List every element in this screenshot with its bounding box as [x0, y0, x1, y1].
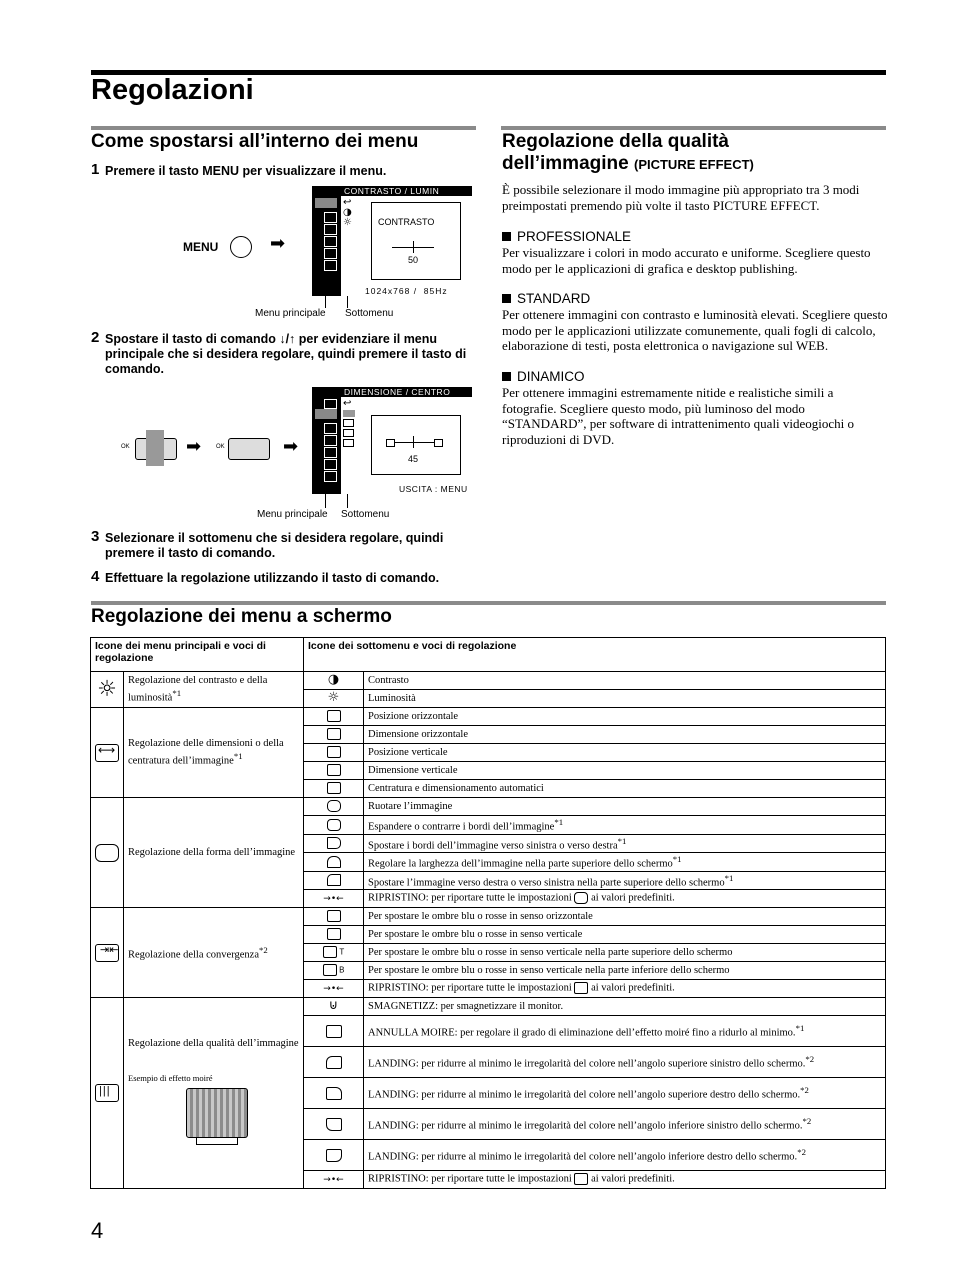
intro-text: È possibile selezionare il modo immagine più appropriato tra 3 modi preimpostati premendo più volte il tasto PICTURE EFFECT. — [502, 182, 860, 213]
step-3 — [91, 528, 476, 561]
label-submenu: Sottomenu — [345, 308, 394, 319]
table-row — [91, 998, 886, 1016]
v-size-icon — [304, 762, 364, 780]
mode-name: STANDARD — [517, 291, 591, 306]
landing-br-icon — [304, 1140, 364, 1171]
osd-header: CONTRASTO / LUMIN — [344, 186, 440, 196]
table-section-title: Regolazione dei menu a schermo — [91, 606, 392, 627]
key-balance-icon — [304, 871, 364, 890]
menu-button-icon — [230, 236, 252, 258]
osd-header: DIMENSIONE / CENTRO — [344, 387, 451, 397]
mode-text: Per ottenere immagini con contrasto e luminosità elevati. Scegliere questo modo per le applicazioni utilizzate comunemente, quali fogli di calcolo, elaborazione di testi, posta elettronica o navigazione sul WEB. — [502, 307, 888, 353]
osd-footer: USCITA : MENU — [399, 484, 468, 494]
right-section-rule — [501, 126, 886, 130]
label-submenu: Sottomenu — [341, 509, 390, 520]
geometry-icon — [91, 798, 124, 908]
landing-tl-icon — [304, 1047, 364, 1078]
pin-balance-icon — [304, 834, 364, 853]
main-label: Regolazione della convergenza$^{*2}$ — [124, 908, 304, 998]
keystone-icon — [304, 853, 364, 872]
osd-main-menu-column — [312, 196, 341, 296]
step-number: 1 — [91, 161, 100, 178]
main-label: Regolazione della forma dell’immagine — [124, 798, 304, 908]
mode-standard — [502, 291, 590, 306]
osd-adjust-box — [371, 202, 461, 280]
ok-label-2: OK — [216, 444, 225, 450]
mode-professionale — [502, 229, 631, 244]
page-number: 4 — [91, 1218, 104, 1243]
item-text: Per spostare le ombre blu o rosse in senso verticale — [364, 926, 886, 944]
v-position-icon — [304, 744, 364, 762]
right-section-title — [502, 131, 754, 176]
mode-dinamico — [502, 369, 585, 384]
bullet-square-icon — [502, 294, 511, 303]
label-main-menu: Menu principale — [255, 308, 326, 319]
sun-icon: ☼ — [91, 672, 124, 708]
step-text: Premere il tasto MENU per visualizzare il menu. — [105, 164, 387, 178]
screen-icon: ||| — [91, 998, 124, 1189]
item-text: Centratura e dimensionamento automatici — [364, 780, 886, 798]
table-row — [91, 672, 886, 690]
item-text: Dimensione verticale — [364, 762, 886, 780]
auto-size-icon — [304, 780, 364, 798]
menu-button-label: MENU — [183, 240, 219, 254]
item-text: RIPRISTINO: per riportare tutte le impostazioni ai valori predefiniti. — [364, 1171, 886, 1189]
size-center-icon: ⟷ — [91, 708, 124, 798]
v-convergence-icon — [304, 926, 364, 944]
pincushion-icon — [304, 816, 364, 835]
table-row — [91, 908, 886, 926]
rotation-icon — [304, 798, 364, 816]
header-right: Icone dei sottomenu e voci di regolazione — [304, 638, 886, 672]
reset-icon: →•← — [304, 890, 364, 908]
osd-adjust-box — [371, 415, 461, 475]
label-main-menu: Menu principale — [257, 509, 328, 520]
geometry-icon — [574, 892, 588, 904]
reset-icon: →•← — [304, 980, 364, 998]
table-row — [91, 798, 886, 816]
osd-adjust-title: CONTRASTO — [378, 217, 435, 227]
top-convergence-icon: T — [304, 944, 364, 962]
mode-text: Per visualizzare i colori in modo accurato e uniforme. Scegliere questo modo per le applicazioni di grafica e desktop publishing. — [502, 245, 871, 276]
item-text: RIPRISTINO: per riportare tutte le impostazioni ai valori predefiniti. — [364, 890, 886, 908]
osd-submenu-column: ↩ ◑ ☼ — [343, 197, 352, 228]
item-text: Luminosità — [364, 690, 886, 708]
osd-main-menu-column — [312, 397, 341, 494]
osd-panel — [341, 196, 472, 296]
landing-bl-icon — [304, 1109, 364, 1140]
item-text: Per spostare le ombre blu o rosse in senso verticale nella parte inferiore dello schermo — [364, 962, 886, 980]
item-text: LANDING: per ridurre al minimo le irregolarità del colore nell’angolo superiore sinistro dello schermo.$^{*2}$ — [364, 1047, 886, 1078]
left-section-title: Come spostarsi all’interno dei menu — [91, 131, 419, 152]
arrow-right-icon: ➡ — [270, 233, 286, 254]
convergence-icon — [574, 982, 588, 994]
mode-name: DINAMICO — [517, 369, 585, 384]
reset-icon: →•← — [304, 1171, 364, 1189]
table-row — [91, 708, 886, 726]
left-section-rule — [91, 126, 476, 130]
right-title-line2: dell’immagine — [502, 153, 629, 174]
h-convergence-icon — [304, 908, 364, 926]
contrast-icon: ◑ — [304, 672, 364, 690]
main-label: Regolazione della qualità dell’immagine Esempio di effetto moiré — [124, 998, 304, 1189]
item-text: RIPRISTINO: per riportare tutte le impostazioni ai valori predefiniti. — [364, 980, 886, 998]
osd-size-window — [312, 387, 472, 494]
landing-tr-icon — [304, 1078, 364, 1109]
step-text: Spostare il tasto di comando ↓/↑ per evidenziare il menu principale che si desidera regolare, quindi premere il tasto di comando. — [105, 332, 467, 376]
item-text: LANDING: per ridurre al minimo le irregolarità del colore nell’angolo inferiore destro dello schermo.$^{*2}$ — [364, 1140, 886, 1171]
item-text: Spostare l’immagine verso destra o verso sinistra nella parte superiore dello schermo$^{*1}$ — [364, 871, 886, 890]
screen-icon — [574, 1173, 588, 1185]
item-text: Regolare la larghezza dell’immagine nella parte superiore dello schermo$^{*1}$ — [364, 853, 886, 872]
osd-menu-table — [90, 637, 886, 1189]
item-text: Posizione verticale — [364, 744, 886, 762]
item-text: Espandere o contrarre i bordi dell’immagine$^{*1}$ — [364, 816, 886, 835]
step-4 — [91, 568, 481, 586]
h-position-icon — [304, 708, 364, 726]
step-text: Effettuare la regolazione utilizzando il tasto di comando. — [105, 571, 440, 585]
item-text: Spostare i bordi dell’immagine verso sinistra o verso destra$^{*1}$ — [364, 834, 886, 853]
item-text: ANNULLA MOIRE: per regolare il grado di eliminazione dell’effetto moiré fino a ridurlo al minimo.$^{*1}$ — [364, 1016, 886, 1047]
step-number: 2 — [91, 329, 100, 346]
moire-icon — [304, 1016, 364, 1047]
osd-adjust-value: 50 — [408, 255, 419, 265]
main-label: Regolazione del contrasto e della luminosità$^{*1}$ — [124, 672, 304, 708]
item-text: Per spostare le ombre blu o rosse in senso orizzontale — [364, 908, 886, 926]
item-text: Contrasto — [364, 672, 886, 690]
moire-example-image — [186, 1088, 248, 1138]
item-text: Posizione orizzontale — [364, 708, 886, 726]
degauss-icon: ⊍ — [304, 998, 364, 1016]
step-2 — [91, 329, 476, 377]
mode-text: Per ottenere immagini estremamente nitide e realistiche simili a fotografie. Scegliere questo modo, più luminoso del modo “STANDARD”, per software di intrattenimento quali videogiochi o riproduzioni di DVD. — [502, 385, 855, 447]
bottom-convergence-icon: B — [304, 962, 364, 980]
item-text: SMAGNETIZZ: per smagnetizzare il monitor. — [364, 998, 886, 1016]
convergence-icon: ⇥⇤ — [91, 908, 124, 998]
mode-name: PROFESSIONALE — [517, 229, 632, 244]
item-text: LANDING: per ridurre al minimo le irregolarità del colore nell’angolo inferiore sinistro dello schermo.$^{*2}$ — [364, 1109, 886, 1140]
moire-caption: Esempio di effetto moiré — [128, 1073, 213, 1083]
osd-adjust-value: 45 — [408, 454, 419, 464]
item-text: LANDING: per ridurre al minimo le irregolarità del colore nell’angolo superiore destro dello schermo.$^{*2}$ — [364, 1078, 886, 1109]
arrow-right-icon: ➡ — [186, 436, 202, 457]
bullet-square-icon — [502, 372, 511, 381]
main-label: Regolazione delle dimensioni o della centratura dell’immagine$^{*1}$ — [124, 708, 304, 798]
right-title-suffix: (PICTURE EFFECT) — [633, 157, 754, 172]
brightness-icon: ☼ — [304, 690, 364, 708]
control-arrows-icon — [146, 430, 164, 466]
monitor-stand — [196, 1138, 238, 1145]
osd-footer: 1024x768 / 85Hz — [365, 286, 448, 296]
osd-contrast-window — [312, 186, 472, 296]
item-text: Per spostare le ombre blu o rosse in senso verticale nella parte superiore dello schermo — [364, 944, 886, 962]
step-1 — [91, 161, 387, 179]
h-size-icon — [304, 726, 364, 744]
step-number: 3 — [91, 528, 100, 545]
bullet-square-icon — [502, 232, 511, 241]
ok-label-1: OK — [121, 444, 130, 450]
control-button-press-icon — [228, 438, 270, 460]
header-left: Icone dei menu principali e voci di regolazione — [91, 638, 304, 672]
page-title: Regolazioni — [91, 74, 254, 106]
right-title-line1: Regolazione della qualità — [502, 131, 729, 152]
item-text: Ruotare l’immagine — [364, 798, 886, 816]
item-text: Dimensione orizzontale — [364, 726, 886, 744]
osd-panel — [341, 397, 472, 494]
step-number: 4 — [91, 568, 100, 585]
osd-submenu-column: ↩ — [343, 399, 359, 449]
table-section-rule — [91, 601, 886, 605]
table-header-row — [91, 638, 886, 672]
arrow-right-icon: ➡ — [283, 436, 299, 457]
step-text: Selezionare il sottomenu che si desidera regolare, quindi premere il tasto di comando. — [105, 531, 444, 560]
